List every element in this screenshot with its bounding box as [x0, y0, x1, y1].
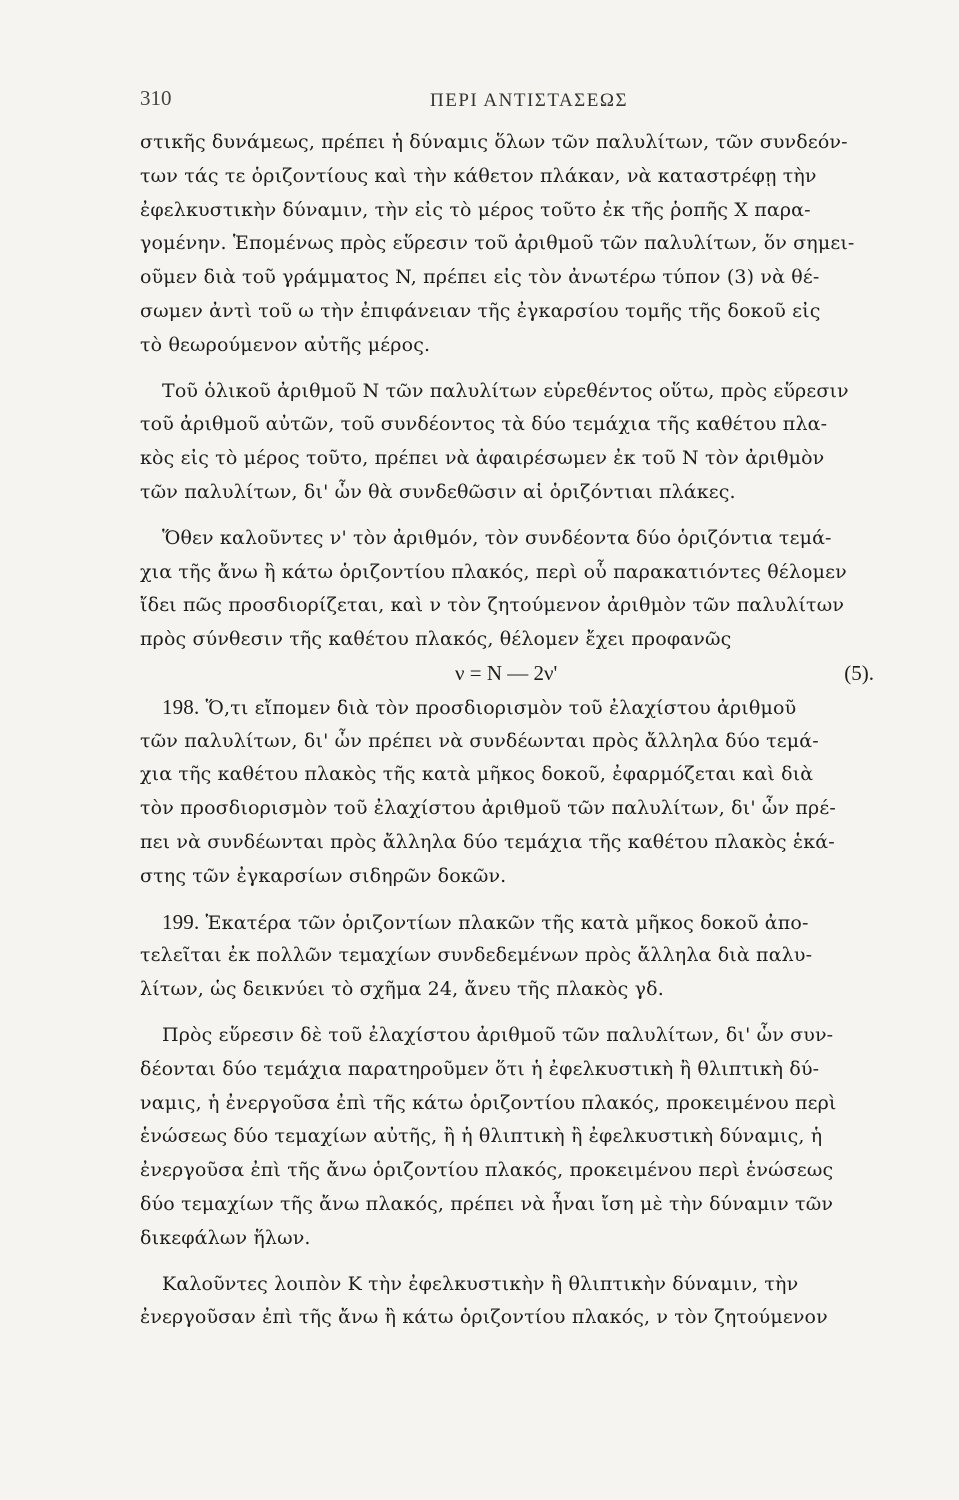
text-line: δύο τεμαχίων τῆς ἄνω πλακός, πρέπει νὰ ἦναι ἴση μὲ τὴν δύναμιν τῶν [140, 1192, 834, 1215]
text-line: ἑνώσεως δύο τεμαχίων αὐτῆς, ἢ ἡ θλιπτικὴ ἢ ἐφελκυστικὴ δύναμις, ἡ [140, 1125, 823, 1148]
text-line: τελεῖται ἐκ πολλῶν τεμαχίων συνδεδεμένων πρὸς ἄλληλα διὰ παλυ- [140, 944, 813, 967]
text-line: κὸς εἰς τὸ μέρος τοῦτο, πρέπει νὰ ἀφαιρέσωμεν ἐκ τοῦ N τὸν ἀριθμὸν [140, 447, 825, 470]
paragraph-198 [140, 691, 884, 894]
text-line: ἐνεργοῦσα ἐπὶ τῆς ἄνω ὁριζοντίου πλακός, προκειμένου περὶ ἑνώσεως [140, 1159, 834, 1182]
text-line: τῶν παλυλίτων, δι' ὧν θὰ συνδεθῶσιν αἱ ὁριζόντιαι πλάκες. [140, 480, 736, 503]
text-line: ἐνεργοῦσαν ἐπὶ τῆς ἄνω ἢ κάτω ὁριζοντίου πλακός, ν τὸν ζητούμενον [140, 1306, 828, 1329]
text-line: πρὸς σύνθεσιν τῆς καθέτου πλακός, θέλομεν ἔχει προφανῶς [140, 628, 732, 651]
text-run: Ὅ,τι εἴπομεν διὰ τὸν προσδιορισμὸν τοῦ ἐλαχίστου ἀριθμοῦ [199, 696, 797, 719]
paragraph [140, 522, 884, 657]
text-line: ἐφελκυστικὴν δύναμιν, τὴν εἰς τὸ μέρος τοῦτο ἐκ τῆς ῥοπῆς X παρα- [140, 198, 811, 221]
paragraph-199 [140, 906, 884, 1007]
paragraph [140, 1268, 884, 1336]
text-line: στικῆς δυνάμεως, πρέπει ἡ δύναμις ὅλων τῶν παλυλίτων, τῶν συνδεόν- [140, 131, 848, 153]
section-number: 198. [162, 694, 200, 719]
text-line: Πρὸς εὕρεσιν δὲ τοῦ ἐλαχίστου ἀριθμοῦ τῶν παλυλίτων, δι' ὧν συν- [162, 1023, 834, 1046]
text-line: σωμεν ἀντὶ τοῦ ω τὴν ἐπιφάνειαν τῆς ἐγκαρσίου τομῆς τῆς δοκοῦ εἰς [140, 299, 821, 322]
text-line: Ὅθεν καλοῦντες ν' τὸν ἀριθμόν, τὸν συνδέοντα δύο ὁριζόντια τεμά- [162, 526, 832, 549]
text-line [140, 691, 884, 725]
text-line: πει νὰ συνδέωνται πρὸς ἄλληλα δύο τεμάχια τῆς καθέτου πλακὸς ἑκά- [140, 830, 835, 853]
paragraph [140, 1019, 884, 1256]
text-line: τοῦ ἀριθμοῦ αὐτῶν, τοῦ συνδέοντος τὰ δύο τεμάχια τῆς καθέτου πλα- [140, 413, 828, 436]
text-line: ναμις, ἡ ἐνεργοῦσα ἐπὶ τῆς κάτω ὁριζοντίου πλακός, προκειμένου περὶ [140, 1091, 837, 1114]
text-line: στης τῶν ἐγκαρσίων σιδηρῶν δοκῶν. [140, 864, 507, 887]
paragraph [140, 375, 884, 510]
text-line: χια τῆς ἄνω ἢ κάτω ὁριζοντίου πλακός, περὶ οὗ παρακατιόντες θέλομεν [140, 560, 847, 583]
text-line: των τάς τε ὁριζοντίους καὶ τὴν κάθετον πλάκαν, νὰ καταστρέφῃ τὴν [140, 164, 817, 187]
text-line: τὸν προσδιορισμὸν τοῦ ἐλαχίστου ἀριθμοῦ τῶν παλυλίτων, δι' ὧν πρέ- [140, 797, 836, 820]
section-number: 199. [162, 909, 200, 934]
text-line: ἴδει πῶς προσδιορίζεται, καὶ ν τὸν ζητούμενον ἀριθμὸν τῶν παλυλίτων [140, 594, 845, 617]
text-line: Τοῦ ὁλικοῦ ἀριθμοῦ N τῶν παλυλίτων εὑρεθέντος οὕτω, πρὸς εὕρεσιν [162, 379, 849, 402]
text-line: οῦμεν διὰ τοῦ γράμματος N, πρέπει εἰς τὸν ἀνωτέρω τύπον (3) νὰ θέ- [140, 266, 820, 289]
equation-number: (5). [844, 660, 874, 685]
page-number: 310 [140, 86, 172, 110]
text-line: τῶν παλυλίτων, δι' ὧν πρέπει νὰ συνδέωνται πρὸς ἄλληλα δύο τεμά- [140, 729, 819, 752]
text-line: τὸ θεωρούμενον αὐτῆς μέρος. [140, 333, 431, 356]
text-line: γομένην. Ἑπομένως πρὸς εὕρεσιν τοῦ ἀριθμοῦ τῶν παλυλίτων, ὅν σημει- [140, 232, 855, 255]
text-line: δέονται δύο τεμάχια παρατηροῦμεν ὅτι ἡ ἐφελκυστικὴ ἢ θλιπτικὴ δύ- [140, 1057, 820, 1080]
equation: ν = N — 2ν' [455, 660, 558, 685]
body-text [140, 126, 884, 1335]
page-header [140, 86, 880, 120]
text-line: δικεφάλων ἥλων. [140, 1226, 311, 1249]
text-run: Ἑκατέρα τῶν ὁριζοντίων πλακῶν τῆς κατὰ μῆκος δοκοῦ ἀπο- [199, 911, 809, 934]
running-head: ΠΕΡΙ ΑΝΤΙΣΤΑΣΕΩΣ [430, 90, 629, 111]
equation-row [140, 657, 884, 691]
text-line: Καλοῦντες λοιπὸν K τὴν ἐφελκυστικὴν ἢ θλιπτικὴν δύναμιν, τὴν [162, 1272, 799, 1295]
text-line: λίτων, ὡς δεικνύει τὸ σχῆμα 24, ἄνευ τῆς πλακὸς γδ. [140, 978, 664, 1001]
text-line: χια τῆς καθέτου πλακὸς τῆς κατὰ μῆκος δοκοῦ, ἐφαρμόζεται καὶ διὰ [140, 763, 814, 786]
text-line [140, 906, 884, 940]
paragraph [140, 126, 884, 363]
